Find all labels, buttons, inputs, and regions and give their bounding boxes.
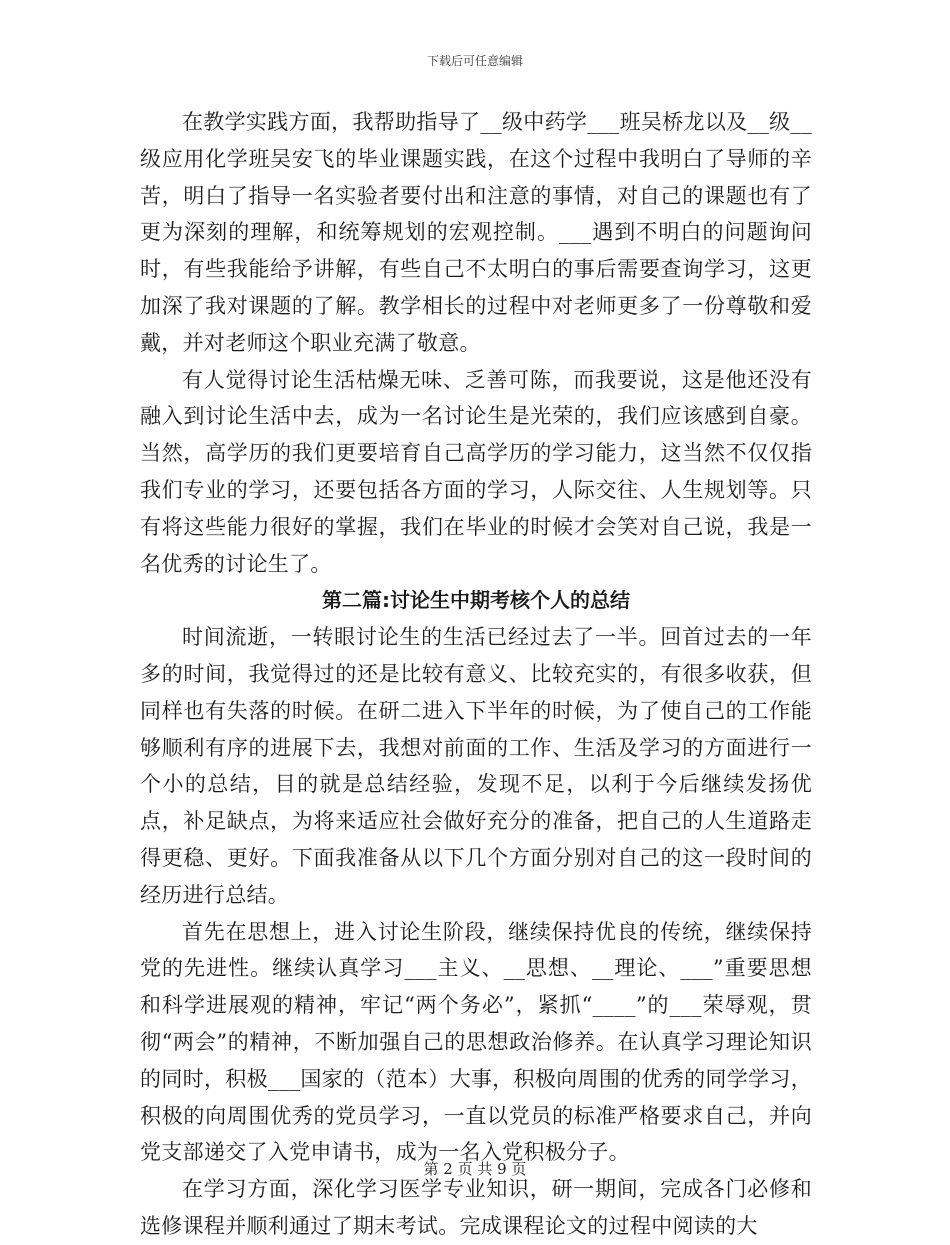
paragraph-ideology: 首先在思想上，进入讨论生阶段，继续保持优良的传统，继续保持党的先进性。继续认真学习___主义、__思想、__理论、___”重要思想和科学进展观的精神，牢记“两个务必”，紧抓“____”的___荣辱观，贯彻“两会”的精神，不断加强自己的思想政治修养。在认真学习理论知识的同时，积极___国家的（范本）大事，积极向周围的优秀的同学学习，积极的向周围优秀的党员学习，一直以党员的标准严格要求自己，并向党支部递交了入党申请书，成为一名入党积极分子。 <box>140 919 812 1165</box>
page-footer: 第 2 页 共 9 页 <box>423 1160 527 1178</box>
page-header: 下载后可任意编辑 <box>426 54 523 68</box>
paragraph-graduate-life: 有人觉得讨论生活枯燥无味、乏善可陈，而我要说，这是他还没有融入到讨论生活中去，成为一名讨论生是光荣的，我们应该感到自豪。当然，高学历的我们更要培育自己高学历的学习能力，这当然不仅仅指我们专业的学习，还要包括各方面的学习，人际交往、人生规划等。只有将这些能力很好的掌握，我们在毕业的时候才会笑对自己说，我是一名优秀的讨论生了。 <box>140 367 812 576</box>
section-heading: 第二篇:讨论生中期考核个人的总结 <box>322 588 630 613</box>
paragraph-time-passing: 时间流逝，一转眼讨论生的生活已经过去了一半。回首过去的一年多的时间，我觉得过的还是比较有意义、比较充实的，有很多收获，但同样也有失落的时候。在研二进入下半年的时候，为了使自己的工作能够顺利有序的进展下去，我想对前面的工作、生活及学习的方面进行一个小的总结，目的就是总结经验，发现不足，以利于今后继续发扬优点，补足缺点，为将来适应社会做好充分的准备，把自己的人生道路走得更稳、更好。下面我准备从以下几个方面分别对自己的这一段时间的经历进行总结。 <box>140 625 812 907</box>
paragraph-teaching-practice: 在教学实践方面，我帮助指导了__级中药学___班吴桥龙以及__级__级应用化学班吴安飞的毕业课题实践，在这个过程中我明白了导师的辛苦，明白了指导一名实验者要付出和注意的事情，对自己的课题也有了更为深刻的理解，和统筹规划的宏观控制。___遇到不明白的问题询问时，有些我能给予讲解，有些自己不太明白的事后需要查询学习，这更加深了我对课题的了解。教学相长的过程中对老师更多了一份尊敬和爱戴，并对老师这个职业充满了敬意。 <box>140 110 812 355</box>
paragraph-study: 在学习方面，深化学习医学专业知识，研一期间，完成各门必修和选修课程并顺利通过了期末考试。完成课程论文的过程中阅读的大 <box>140 1177 812 1238</box>
document-body <box>140 104 812 1245</box>
